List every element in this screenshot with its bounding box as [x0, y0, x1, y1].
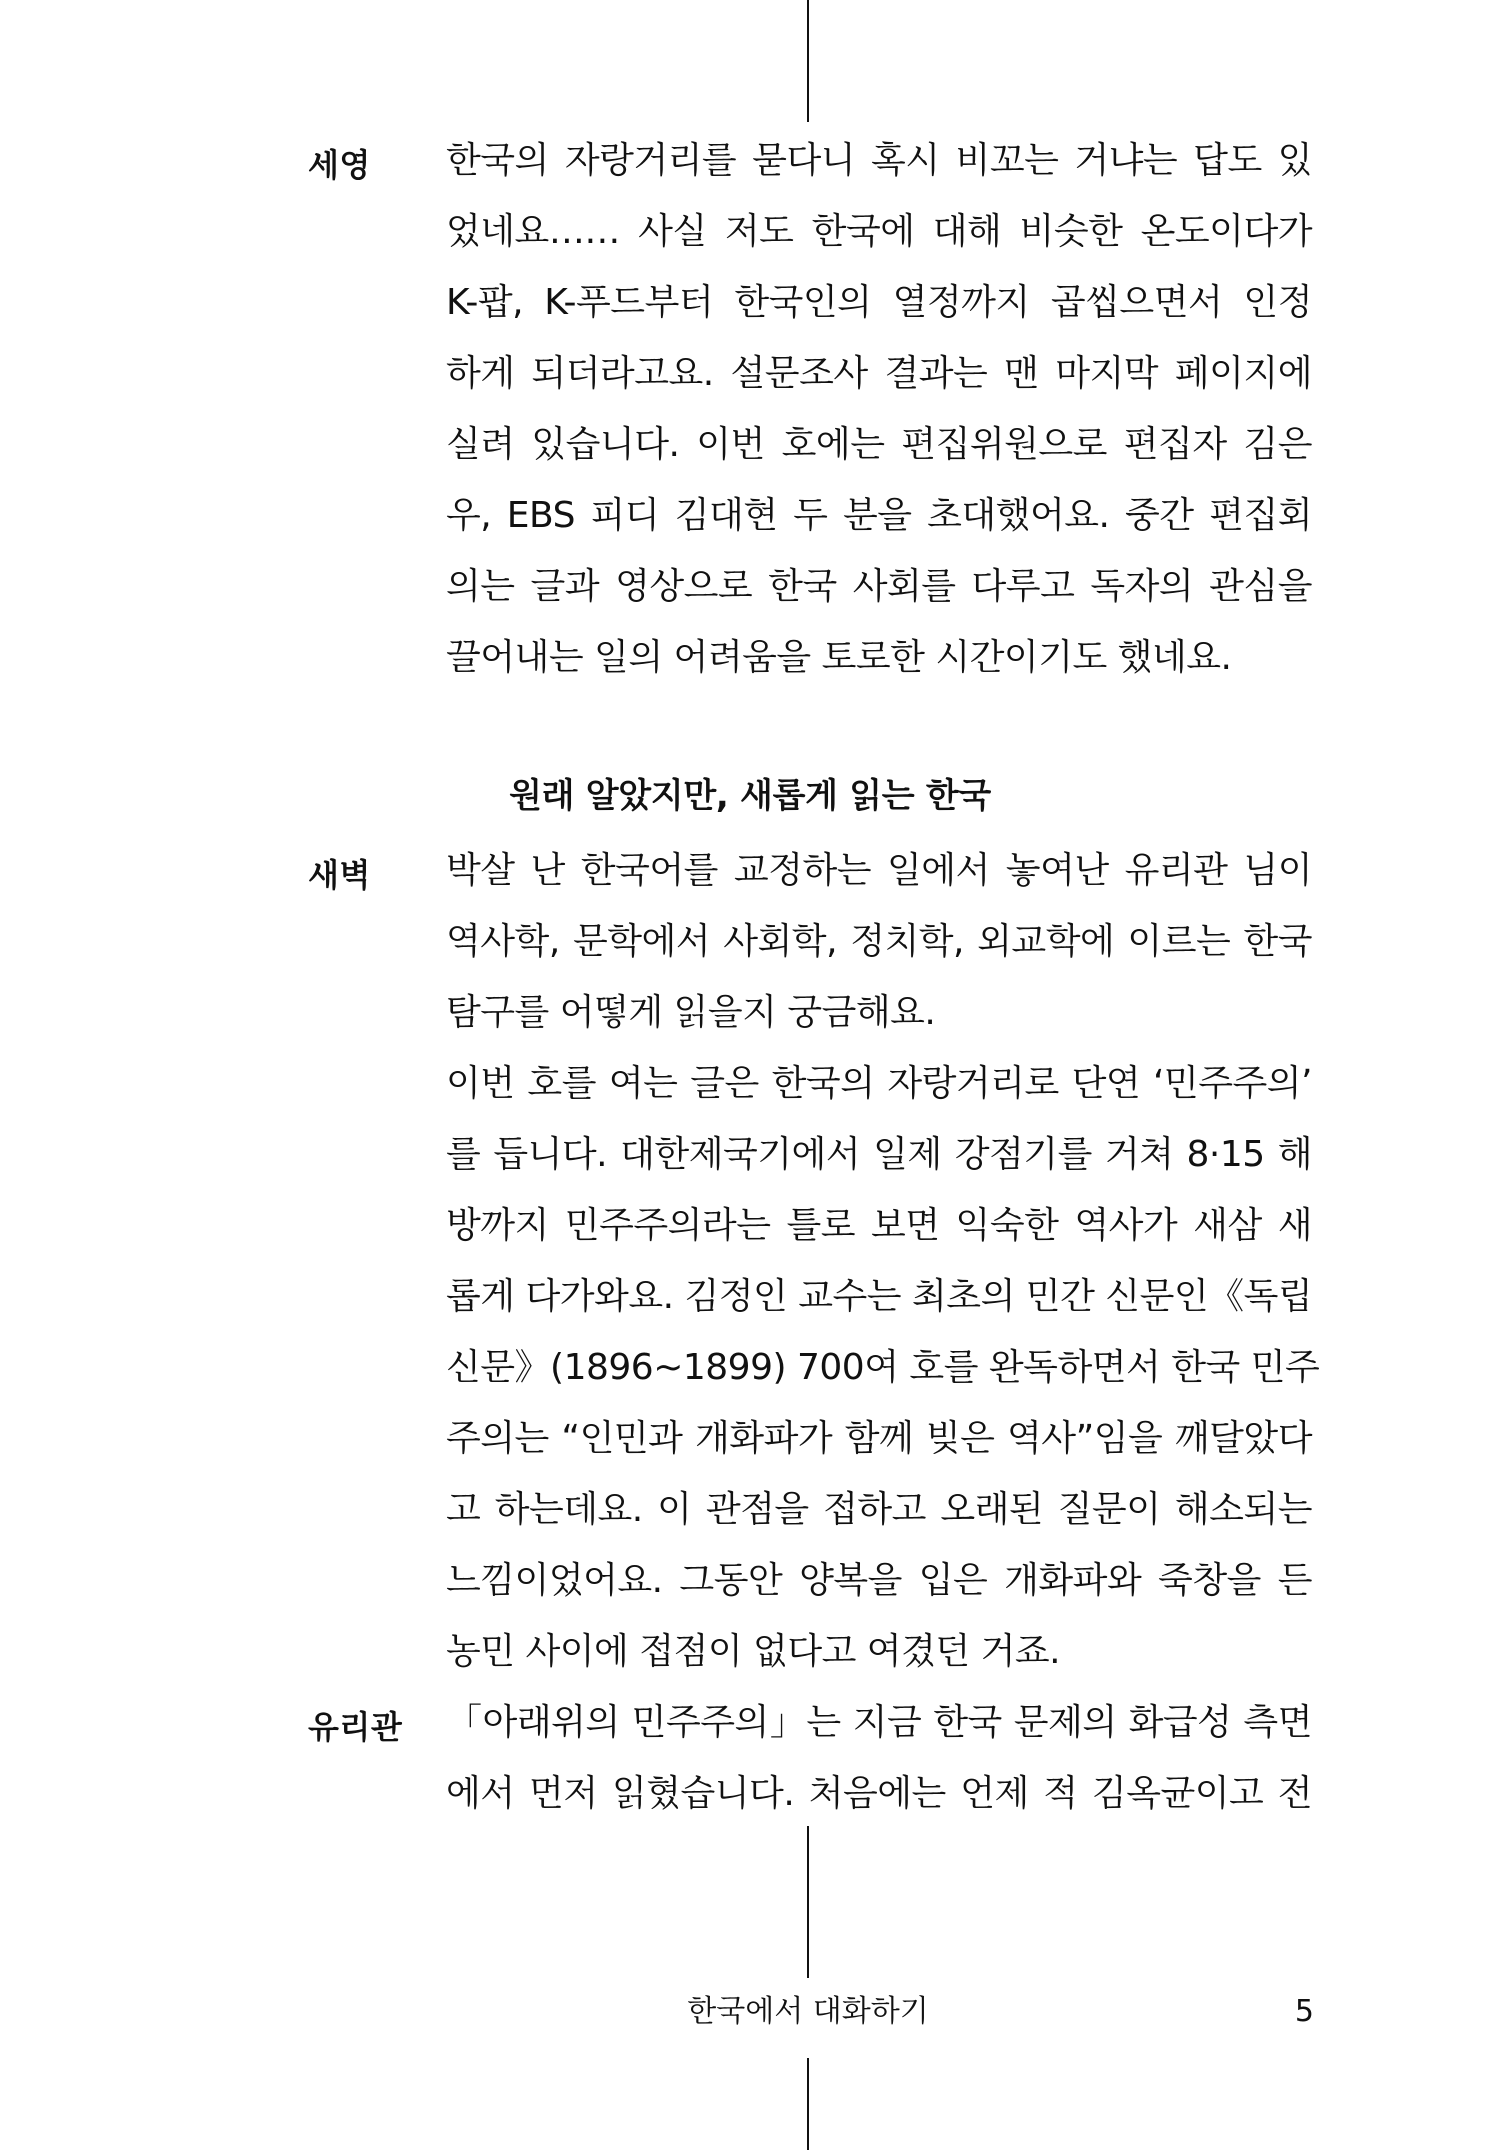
text-line: 롭게 다가와요. 김정인 교수는 최초의 민간 신문인《독립: [446, 1276, 1313, 1317]
text-line: 었네요…… 사실 저도 한국에 대해 비슷한 온도이다가: [446, 211, 1312, 252]
top-vertical-rule: [807, 0, 809, 122]
dialogue-block-3: [446, 1687, 1312, 1829]
section-heading: 원래 알았지만, 새롭게 읽는 한국: [509, 776, 991, 816]
bottom-vertical-rule: [807, 2058, 809, 2150]
text-line: 우, EBS 피디 김대현 두 분을 초대했어요. 중간 편집회: [446, 495, 1312, 536]
page-number: 5: [1294, 1994, 1314, 2029]
middle-vertical-rule: [807, 1826, 809, 1978]
text-line: 에서 먼저 읽혔습니다. 처음에는 언제 적 김옥균이고 전: [446, 1773, 1312, 1814]
speaker-name-3: 유리관: [308, 1708, 403, 1746]
text-line: 「아래위의 민주주의」는 지금 한국 문제의 화급성 측면: [446, 1702, 1312, 1743]
text-line: 를 듭니다. 대한제국기에서 일제 강점기를 거쳐 8·15 해: [446, 1134, 1312, 1175]
text-line: 실려 있습니다. 이번 호에는 편집위원으로 편집자 김은: [446, 424, 1312, 465]
text-line: 신문》(1896~1899) 700여 호를 완독하면서 한국 민주: [446, 1347, 1320, 1388]
text-line: 이번 호를 여는 글은 한국의 자랑거리로 단연 ‘민주주의’: [446, 1063, 1312, 1104]
text-line: 농민 사이에 접점이 없다고 여겼던 거죠.: [446, 1631, 1061, 1672]
text-line: 의는 글과 영상으로 한국 사회를 다루고 독자의 관심을: [446, 566, 1312, 607]
text-line: 느낌이었어요. 그동안 양복을 입은 개화파와 죽창을 든: [446, 1560, 1312, 1601]
speaker-name-1: 세영: [308, 146, 371, 184]
text-line: 한국의 자랑거리를 묻다니 혹시 비꼬는 거냐는 답도 있: [446, 140, 1312, 181]
dialogue-block-2: [446, 835, 1320, 1687]
text-line: 역사학, 문학에서 사회학, 정치학, 외교학에 이르는 한국: [446, 921, 1312, 962]
text-line: 박살 난 한국어를 교정하는 일에서 놓여난 유리관 님이: [446, 850, 1312, 891]
speaker-name-2: 새벽: [308, 856, 371, 894]
text-line: 방까지 민주주의라는 틀로 보면 익숙한 역사가 새삼 새: [446, 1205, 1312, 1246]
text-line: 하게 되더라고요. 설문조사 결과는 맨 마지막 페이지에: [446, 353, 1312, 394]
text-line: 주의는 “인민과 개화파가 함께 빚은 역사”임을 깨달았다: [446, 1418, 1312, 1459]
text-line: 탐구를 어떻게 읽을지 궁금해요.: [446, 992, 936, 1033]
text-line: 끌어내는 일의 어려움을 토로한 시간이기도 했네요.: [446, 637, 1232, 678]
running-footer-title: 한국에서 대화하기: [687, 1994, 929, 2029]
text-line: K-팝, K-푸드부터 한국인의 열정까지 곱씹으면서 인정: [446, 282, 1312, 323]
dialogue-block-1: [446, 125, 1312, 693]
text-line: 고 하는데요. 이 관점을 접하고 오래된 질문이 해소되는: [446, 1489, 1312, 1530]
